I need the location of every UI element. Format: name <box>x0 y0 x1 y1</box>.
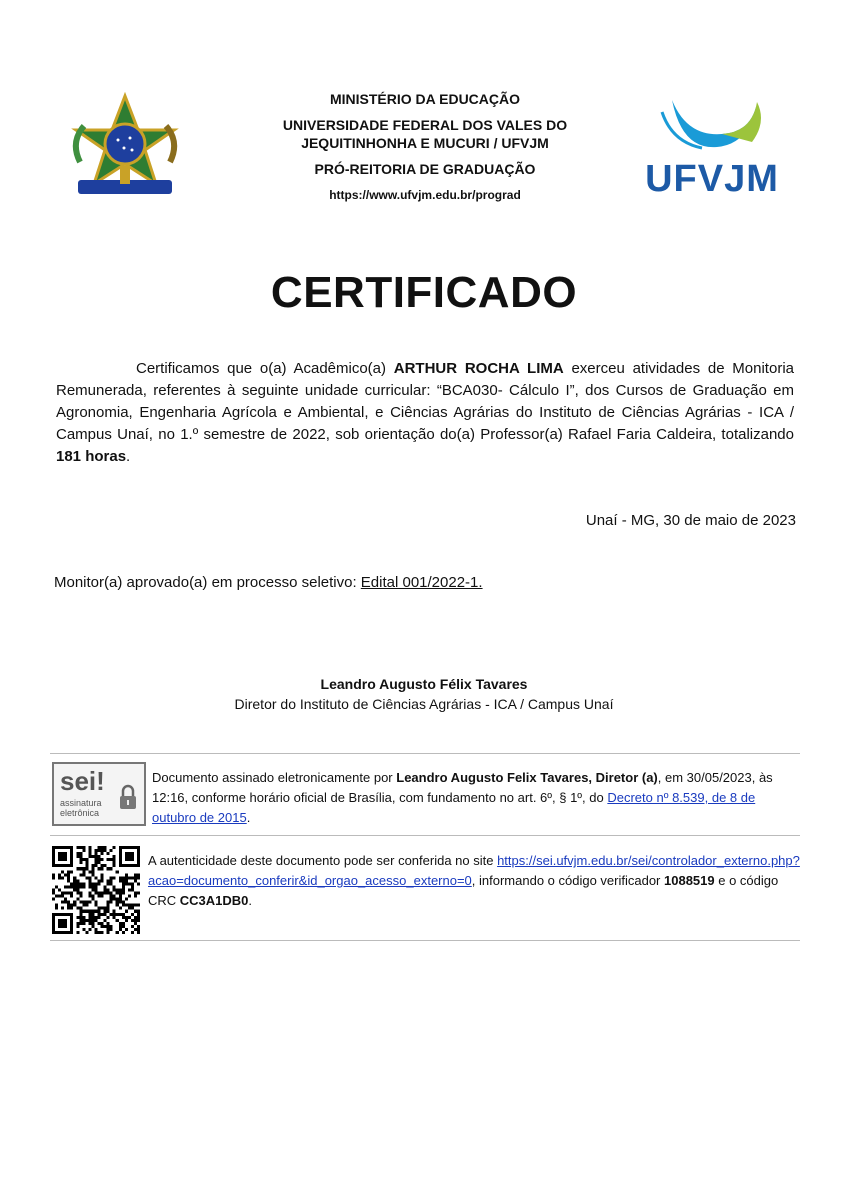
body-text-3: . <box>126 448 131 465</box>
monitor-approval <box>54 574 483 591</box>
certificate-body <box>56 358 794 468</box>
department-label: PRÓ-REITORIA DE GRADUAÇÃO <box>314 161 536 177</box>
signer-role: Diretor do Instituto de Ciências Agrárias - ICA / Campus Unaí <box>234 696 614 712</box>
sei-badge-word: sei! <box>60 766 105 796</box>
sei-badge-subtitle: assinatura eletrônica <box>60 798 102 818</box>
electronic-signature-text: Documento assinado eletronicamente por Leandro Augusto Felix Tavares, Diretor (a), em 30/05/2023, às 12:16, conforme horário oficial de Brasília, com fundamento no art. 6º, § 1º, do Decreto nº 8.539, de 8 de outubro de 2015. <box>152 770 773 825</box>
ufvjm-logo-text: UFVJM <box>645 158 779 200</box>
certificate-title: CERTIFICADO <box>270 268 578 317</box>
divider-bottom <box>50 940 800 941</box>
edital-reference: Edital 001/2022-1. <box>360 574 483 591</box>
issue-date: Unaí - MG, 30 de maio de 2023 <box>585 512 796 529</box>
sei-signature-badge <box>52 762 146 826</box>
lock-icon <box>118 784 138 810</box>
header-url: https://www.ufvjm.edu.br/prograd <box>329 188 521 202</box>
university-line-2: JEQUITINHONHA E MUCURI / UFVJM <box>301 135 549 151</box>
verification-code: 1088519 <box>664 873 715 888</box>
brazil-coat-of-arms-icon <box>60 92 190 202</box>
student-name: ARTHUR ROCHA LIMA <box>393 360 564 377</box>
body-text-1: Certificamos que o(a) Acadêmico(a) <box>136 360 394 377</box>
decree-link[interactable]: Decreto nº 8.539, de 8 de outubro de 2015 <box>152 790 756 825</box>
verification-link[interactable]: https://sei.ufvjm.edu.br/sei/controlador_externo.php?acao=documento_conferir&id_orgao_acesso_externo=0 <box>148 853 800 888</box>
total-hours: 181 horas <box>56 448 127 465</box>
qr-code-icon <box>52 846 140 934</box>
monitor-prefix: Monitor(a) aprovado(a) em processo seletivo: <box>54 574 361 591</box>
divider-middle <box>50 835 800 836</box>
signature-signer: Leandro Augusto Felix Tavares, Diretor (a) <box>396 770 658 785</box>
university-line-1: UNIVERSIDADE FEDERAL DOS VALES DO <box>282 117 568 133</box>
ufvjm-logo <box>632 92 792 202</box>
divider-top <box>50 753 800 754</box>
authenticity-text: A autenticidade deste documento pode ser conferida no site https://sei.ufvjm.edu.br/sei/controlador_externo.php?acao=documento_conferir&id_orgao_acesso_externo=0, informando o código verificador 1088519 e o código CRC CC3A1DB0. <box>148 853 800 908</box>
crc-code: CC3A1DB0 <box>179 893 249 908</box>
ministry-label: MINISTÉRIO DA EDUCAÇÃO <box>329 91 521 107</box>
body-text-2: exerceu atividades de Monitoria Remunerada, referentes à seguinte unidade curricular: “BCA030- Cálculo I”, dos Cursos de Graduação em Agronomia, Engenharia Agrícola e Ambiental, e Ciências Agrárias do Instituto de Ciências Agrárias - ICA / Campus Unaí, no 1.º semestre de 2022, sob orientação do(a) Professor(a) Rafael Faria Caldeira, totalizando <box>56 360 794 443</box>
header-block <box>240 90 610 204</box>
ufvjm-swoosh-icon <box>632 92 792 162</box>
signer-name: Leandro Augusto Félix Tavares <box>320 676 528 692</box>
